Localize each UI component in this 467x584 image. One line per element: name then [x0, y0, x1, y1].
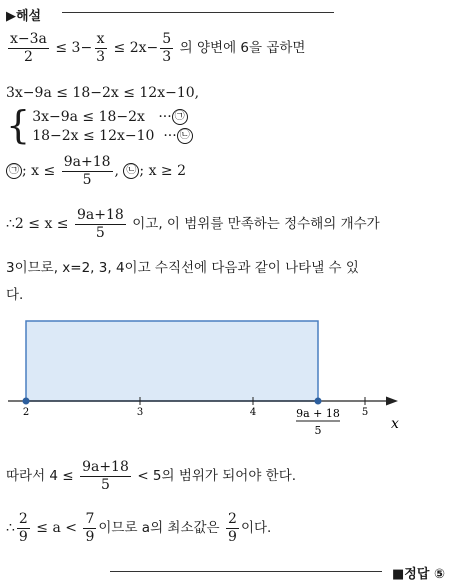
footer-divider [110, 571, 382, 572]
tick-label-4: 4 [249, 407, 257, 418]
answer-label: ■정답 ⑤ [392, 567, 445, 582]
answer-fraction: $\frac{2}{9}$ [228, 511, 237, 545]
tag-circle-2: ㉡ [177, 128, 193, 144]
axis-variable-x: x [391, 416, 399, 432]
step4-line2: 3이므로, x=2, 3, 4이고 수직선에 다음과 같이 나타낼 수 있 [6, 260, 359, 276]
solution-region [26, 321, 318, 401]
step5-condition: 따라서 4 ≤ $\frac{9a+18}{5}$ < 5의 범위가 되어야 한다. [6, 459, 297, 493]
system-line-2: 18−2x ≤ 12x−10 ··· ㉡ [32, 127, 193, 146]
tag-circle-1: ㉠ [172, 109, 188, 125]
inequality-system [6, 103, 193, 147]
step6-conclusion: ∴ $\frac{2}{9}$ ≤ a < $\frac{7}{9}$ 이므로 a의 최소값은 $\frac{2}{9}$ 이다. [6, 511, 272, 545]
step4-line3: 다. [6, 287, 24, 303]
max-bound-fraction: $\frac{7}{9}$ [85, 511, 95, 545]
system-brace: { [6, 103, 31, 147]
range-fraction: $\frac{9a+18}{5}$ [76, 207, 124, 241]
end-label-denominator: 5 [314, 424, 322, 437]
mid-fraction: $\frac{x}{3}$ [96, 31, 106, 65]
lhs-fraction: $\frac{x-3a}{2}$ [10, 31, 47, 65]
bound-fraction: $\frac{9a+18}{5}$ [63, 154, 111, 188]
tick-label-2: 2 [22, 407, 30, 418]
tag-circle-1b: ㉠ [6, 163, 22, 179]
min-bound-fraction: $\frac{2}{9}$ [18, 511, 28, 545]
end-label-numerator: 9a + 18 [296, 407, 340, 420]
closed-point-end [315, 398, 322, 405]
rhs-fraction: $\frac{5}{3}$ [162, 31, 172, 65]
axis-arrow [386, 397, 398, 406]
header-divider [62, 12, 334, 13]
tick-label-3: 3 [136, 407, 144, 418]
tag-circle-2b: ㉡ [123, 163, 139, 179]
explanation-header: ▶해설 [6, 9, 42, 24]
step1-equation: $\frac{x-3a}{2}$ ≤ 3− $\frac{x}{3}$ ≤ 2x− $\frac{5}{3}$ 의 양변에 6을 곱하면 [10, 31, 306, 65]
step2-inequality: 3x−9a ≤ 18−2x ≤ 12x−10, [6, 85, 200, 101]
step4-range: ∴2 ≤ x ≤ $\frac{9a+18}{5}$ 이고, 이 범위를 만족하는 정수해의 개수가 [6, 207, 380, 241]
tick-label-5: 5 [361, 407, 369, 418]
number-line-diagram [0, 315, 467, 445]
system-line-1: 3x−9a ≤ 18−2x ··· ㉠ [32, 108, 193, 127]
step3-solutions: ㉠ ; x ≤ $\frac{9a+18}{5}$ , ㉡ ; x ≥ 2 [6, 155, 186, 187]
closed-point-2 [23, 398, 30, 405]
condition-fraction: $\frac{9a+18}{5}$ [82, 459, 129, 493]
